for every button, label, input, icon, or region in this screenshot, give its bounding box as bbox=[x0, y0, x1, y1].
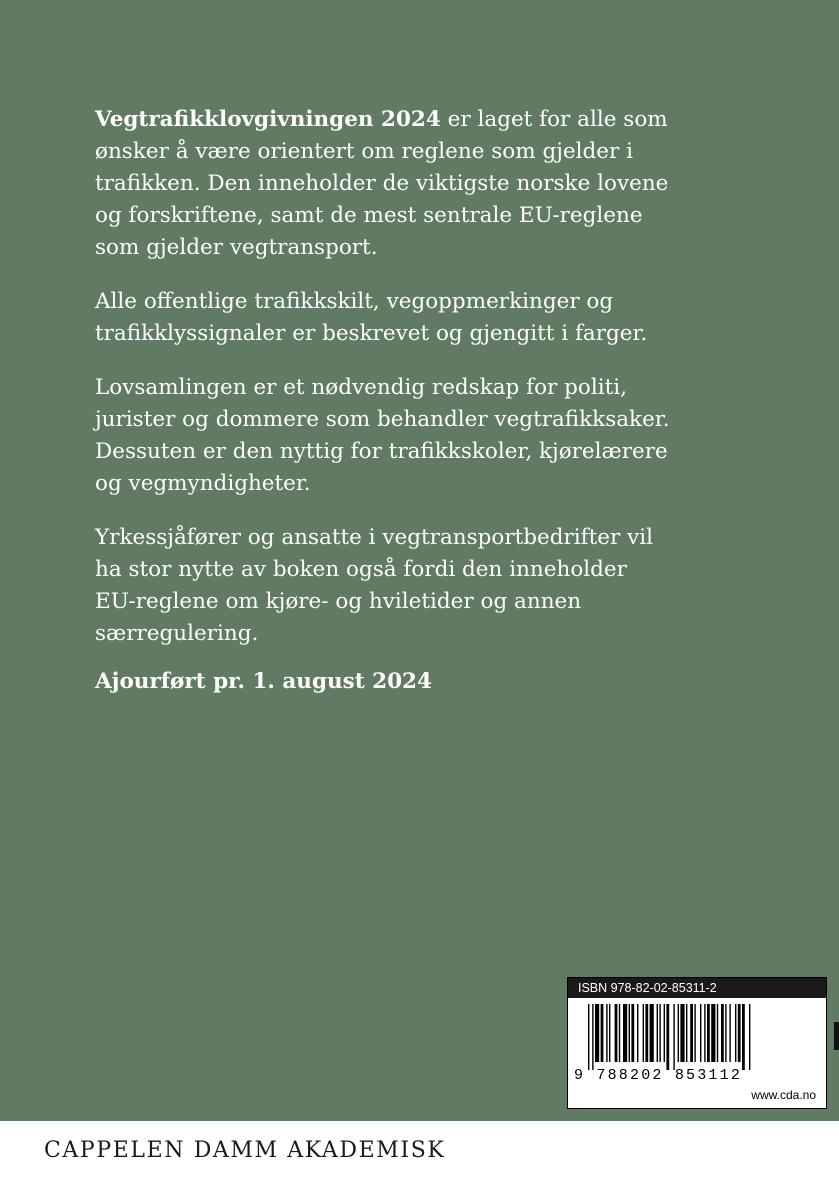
barcode-bar bbox=[650, 1004, 654, 1062]
blurb bbox=[95, 104, 715, 672]
book-title: Vegtrafikklovgivningen 2024 bbox=[95, 107, 441, 132]
publisher-logo: CAPPELEN DAMM AKADEMISK bbox=[44, 1138, 446, 1163]
barcode-bar bbox=[629, 1004, 630, 1062]
barcode-bar bbox=[659, 1004, 660, 1062]
barcode-bar bbox=[711, 1004, 715, 1062]
barcode-bar bbox=[673, 1004, 674, 1070]
barcode-bar bbox=[690, 1004, 693, 1062]
barcode-bar bbox=[686, 1004, 687, 1062]
barcode-graphic bbox=[568, 1002, 826, 1086]
barcode-bar bbox=[595, 1004, 599, 1062]
website: www.cda.no bbox=[751, 1088, 816, 1102]
barcode-bar bbox=[707, 1004, 710, 1062]
barcode-bar bbox=[666, 1004, 669, 1070]
barcode-bar bbox=[725, 1004, 726, 1062]
barcode-bar bbox=[643, 1004, 644, 1062]
barcode-bar bbox=[588, 1004, 589, 1070]
updated-date: Ajourført pr. 1. august 2024 bbox=[95, 669, 432, 694]
paragraph-audience: Lovsamlingen er et nødvendig redskap for politi, jurister og dommere som behandler vegtrafikksaker. Dessuten er den nyttig for trafikkskoler, kjørelærere og vegmyndigheter. bbox=[95, 375, 670, 496]
barcode-bar bbox=[631, 1004, 634, 1062]
barcode-bar bbox=[694, 1004, 695, 1062]
barcode-bar bbox=[619, 1004, 620, 1062]
barcode-bar bbox=[592, 1004, 593, 1070]
barcode-bar bbox=[721, 1004, 724, 1062]
barcode-bar bbox=[609, 1004, 610, 1062]
barcode-bar bbox=[680, 1004, 684, 1062]
barcode-bar bbox=[717, 1004, 718, 1062]
barcode-bar bbox=[742, 1004, 745, 1070]
barcode-bar bbox=[735, 1004, 736, 1062]
barcode-digits: 9 788202 853112 bbox=[574, 1067, 743, 1084]
isbn-label: ISBN 978-82-02-85311-2 bbox=[568, 978, 826, 998]
cover-edge-mark bbox=[834, 1022, 839, 1050]
barcode-bar bbox=[657, 1004, 658, 1062]
barcode-bar bbox=[700, 1004, 701, 1062]
isbn-barcode bbox=[567, 977, 827, 1109]
barcode-bar bbox=[678, 1004, 679, 1062]
barcode-bar bbox=[601, 1004, 604, 1062]
barcode-bar bbox=[615, 1004, 618, 1062]
paragraph-intro: Vegtrafikklovgivningen 2024 er laget for alle som ønsker å være orientert om reglene som gjelder i trafikken. Den inneholder de viktigste norske lovene og forskriftene, samt de mest sentrale EU-reglene som gjelder vegtransport. bbox=[95, 107, 669, 260]
barcode-bar bbox=[637, 1004, 638, 1062]
paragraph-signs: Alle offentlige trafikkskilt, vegoppmerkinger og trafikklyssignaler er beskrevet og gjengitt i farger. bbox=[95, 289, 648, 346]
barcode-bar bbox=[729, 1004, 730, 1062]
barcode-bar bbox=[645, 1004, 648, 1062]
barcode-bar bbox=[738, 1004, 741, 1062]
barcode-bar bbox=[664, 1004, 665, 1062]
barcode-bar bbox=[623, 1004, 627, 1062]
barcode-bar bbox=[749, 1004, 750, 1070]
paragraph-professional: Yrkessjåfører og ansatte i vegtransportbedrifter vil ha stor nytte av boken også fordi den inneholder EU-reglene om kjøre- og hviletider og annen særregulering. bbox=[95, 525, 654, 646]
barcode-bar bbox=[704, 1004, 705, 1062]
barcode-bar bbox=[606, 1004, 607, 1062]
